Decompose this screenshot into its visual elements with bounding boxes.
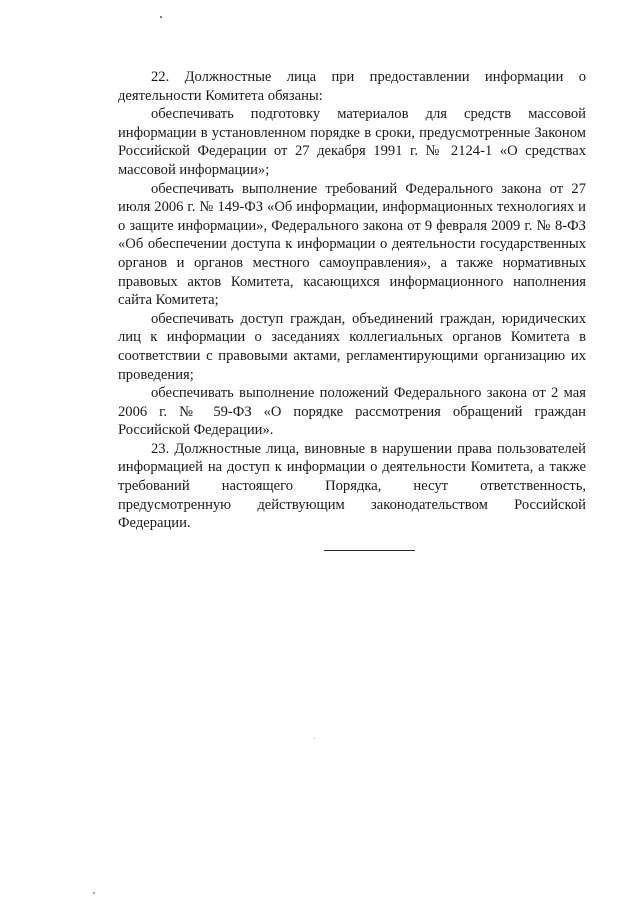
scan-speck [160, 16, 162, 18]
scan-speck [314, 738, 315, 739]
paragraph-appeals-law: обеспечивать выполнение положений Федерального закона от 2 мая 2006 г. № 59-ФЗ «О порядке рассмотрения обращений граждан Российской Федерации». [118, 385, 586, 439]
paragraph-23-liability: 23. Должностные лица, виновные в нарушении права пользователей информацией на доступ к информации о деятельности Комитета, а также требований настоящего Порядка, несут ответственность, предусмотренную действующим законодательством Российской Федерации. [118, 440, 586, 532]
end-separator-line [324, 550, 415, 551]
paragraph-media-materials: обеспечивать подготовку материалов для средств массовой информации в установленном порядке в сроки, предусмотренные Законом Российской Федерации от 27 декабря 1991 г. № 2124-1 «О средствах массовой информации»; [118, 106, 586, 178]
paragraph-meetings-access: обеспечивать доступ граждан, объединений граждан, юридических лиц к информации о заседаниях коллегиальных органов Комитета в соответствии с правовыми актами, регламентирующими организацию их проведения; [118, 310, 586, 383]
scan-speck [93, 892, 95, 894]
document-body [118, 68, 586, 533]
paragraph-22-intro: 22. Должностные лица при предоставлении информации о деятельности Комитета обязаны: [118, 69, 586, 104]
paragraph-federal-law-compliance: обеспечивать выполнение требований Федерального закона от 27 июля 2006 г. № 149-ФЗ «Об информации, информационных технологиях и о защите информации», Федерального закона от 9 февраля 2009 г. № 8-ФЗ «Об обеспечении доступа к информации о деятельности государственных органов и органов местного самоуправления», а также нормативных правовых актов Комитета, касающихся информационного наполнения сайта Комитета; [118, 180, 586, 309]
